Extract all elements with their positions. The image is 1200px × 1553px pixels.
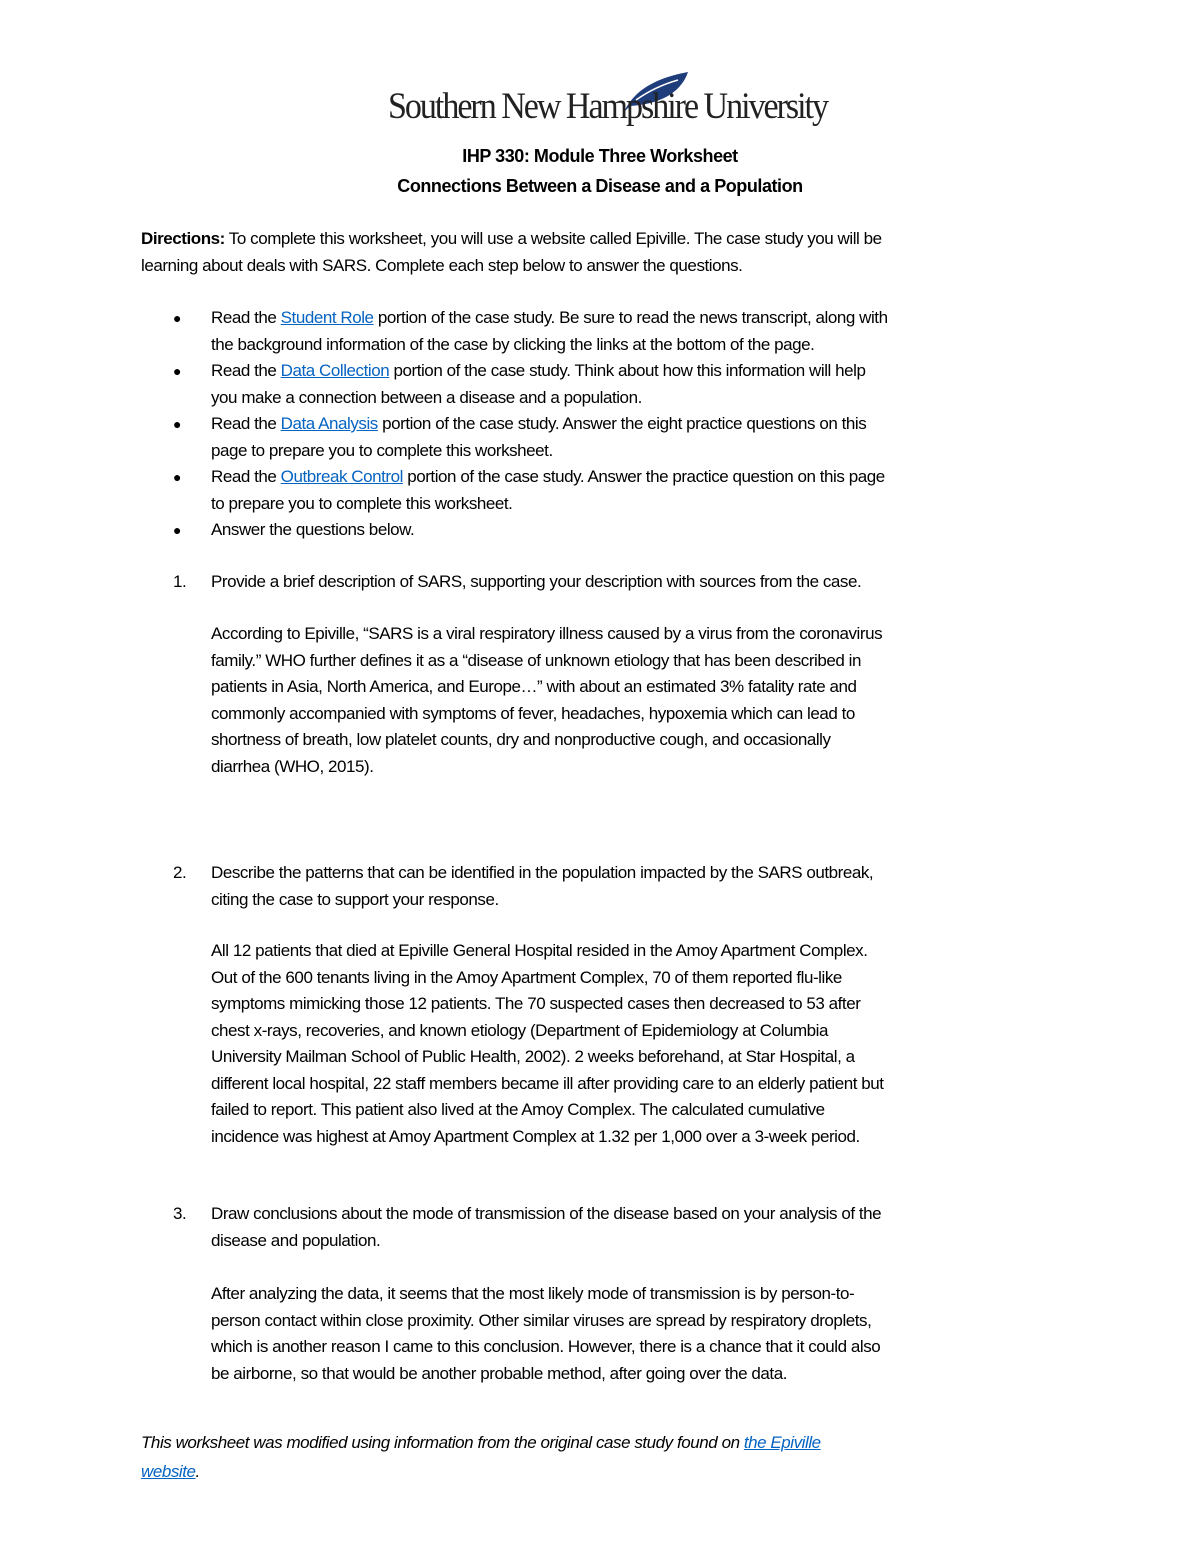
answer-line: diarrhea (WHO, 2015). — [211, 756, 374, 776]
bullet-text: Read the — [211, 361, 281, 380]
directions-label: Directions: — [141, 229, 225, 248]
answer-line: symptoms mimicking those 12 patients. The 70 suspected cases then decreased to 53 after — [211, 994, 861, 1013]
footer-text: This worksheet was modified using information from the original case study found on — [141, 1433, 744, 1452]
answer-line: family.” WHO further defines it as a “disease of unknown etiology that has been described in — [211, 650, 861, 670]
bullet-text: page to prepare you to complete this worksheet. — [211, 440, 553, 460]
directions-text: To complete this worksheet, you will use a website called Epiville. The case study you will be — [224, 229, 882, 248]
answer-2 — [211, 938, 884, 1150]
directions — [141, 226, 882, 279]
footer-text: . — [195, 1462, 200, 1481]
bullet-icon: ● — [173, 522, 182, 538]
answer-3 — [211, 1281, 880, 1387]
answer-line: University Mailman School of Public Health, 2002). 2 weeks beforehand, at Star Hospital, a — [211, 1047, 855, 1066]
bullet-text: to prepare you to complete this worksheet. — [211, 493, 513, 513]
answer-line: Out of the 600 tenants living in the Amoy Apartment Complex, 70 of them reported flu-like — [211, 967, 842, 987]
bullet-icon: ● — [173, 363, 182, 379]
footer-note — [141, 1428, 821, 1486]
bullet-text: Read the — [211, 467, 281, 486]
answer-line: person contact within close proximity. Other similar viruses are spread by respiratory droplets, — [211, 1310, 872, 1330]
answer-line: which is another reason I came to this conclusion. However, there is a chance that it could also — [211, 1337, 881, 1356]
student-role-link[interactable]: Student Role — [280, 308, 374, 327]
question-3 — [173, 1201, 882, 1254]
question-2 — [173, 860, 874, 913]
answer-line: After analyzing the data, it seems that the most likely mode of transmission is by person-to- — [211, 1284, 855, 1303]
question-text: disease and population. — [211, 1230, 381, 1250]
question-text: Describe the patterns that can be identified in the population impacted by the SARS outbreak, — [211, 863, 874, 882]
bullet-text: portion of the case study. Be sure to read the news transcript, along with — [373, 308, 888, 327]
question-text: citing the case to support your response. — [211, 889, 499, 909]
answer-line: shortness of breath, low platelet counts, dry and nonproductive cough, and occasionally — [211, 730, 831, 749]
bullet-text: the background information of the case by clicking the links at the bottom of the page. — [211, 334, 815, 354]
answer-1 — [211, 621, 882, 780]
bullet-text: Read the — [211, 414, 281, 433]
bullet-text: you make a connection between a disease and a population. — [211, 387, 642, 407]
question-number: 2. — [173, 863, 187, 882]
question-text: Draw conclusions about the mode of transmission of the disease based on your analysis of the — [211, 1204, 882, 1223]
answer-line: According to Epiville, “SARS is a viral respiratory illness caused by a virus from the coronavirus — [211, 624, 883, 643]
bullet-text: Answer the questions below. — [211, 520, 415, 539]
bullet-text: portion of the case study. Think about how this information will help — [389, 361, 866, 380]
logo-text: Southern New Hampshire University — [388, 86, 827, 127]
data-analysis-link[interactable]: Data Analysis — [280, 414, 378, 433]
bullet-text: Read the — [211, 308, 281, 327]
answer-line: chest x-rays, recoveries, and known etiology (Department of Epidemiology at Columbia — [211, 1020, 829, 1040]
bullet-list — [173, 305, 888, 544]
answer-line: patients in Asia, North America, and Europe…” with about an estimated 3% fatality rate and — [211, 677, 857, 696]
answer-line: All 12 patients that died at Epiville General Hospital resided in the Amoy Apartment Complex. — [211, 941, 868, 960]
bullet-text: portion of the case study. Answer the practice question on this page — [402, 467, 885, 486]
bullet-icon: ● — [173, 416, 182, 432]
snhu-logo — [388, 70, 827, 134]
page-title: IHP 330: Module Three Worksheet — [462, 146, 738, 166]
question-1 — [173, 569, 862, 596]
outbreak-control-link[interactable]: Outbreak Control — [280, 467, 403, 486]
answer-line: failed to report. This patient also lived at the Amoy Complex. The calculated cumulative — [211, 1100, 825, 1119]
bullet-icon: ● — [173, 469, 182, 485]
answer-line: commonly accompanied with symptoms of fever, headaches, hypoxemia which can lead to — [211, 703, 855, 723]
question-number: 1. — [173, 572, 187, 591]
page-subtitle: Connections Between a Disease and a Population — [397, 176, 803, 196]
epiville-website-link[interactable]: website — [141, 1462, 196, 1481]
epiville-link[interactable]: the Epiville — [743, 1433, 821, 1452]
question-text: Provide a brief description of SARS, supporting your description with sources from the case. — [211, 572, 862, 591]
answer-line: be airborne, so that would be another probable method, after going over the data. — [211, 1363, 787, 1383]
bullet-text: portion of the case study. Answer the eight practice questions on this — [377, 414, 867, 433]
question-number: 3. — [173, 1204, 187, 1223]
directions-text: learning about deals with SARS. Complete each step below to answer the questions. — [141, 255, 743, 275]
answer-line: incidence was highest at Amoy Apartment Complex at 1.32 per 1,000 over a 3-week period. — [211, 1126, 860, 1146]
bullet-icon: ● — [173, 310, 182, 326]
data-collection-link[interactable]: Data Collection — [280, 361, 390, 380]
answer-line: different local hospital, 22 staff members became ill after providing care to an elderly patient but — [211, 1073, 884, 1093]
